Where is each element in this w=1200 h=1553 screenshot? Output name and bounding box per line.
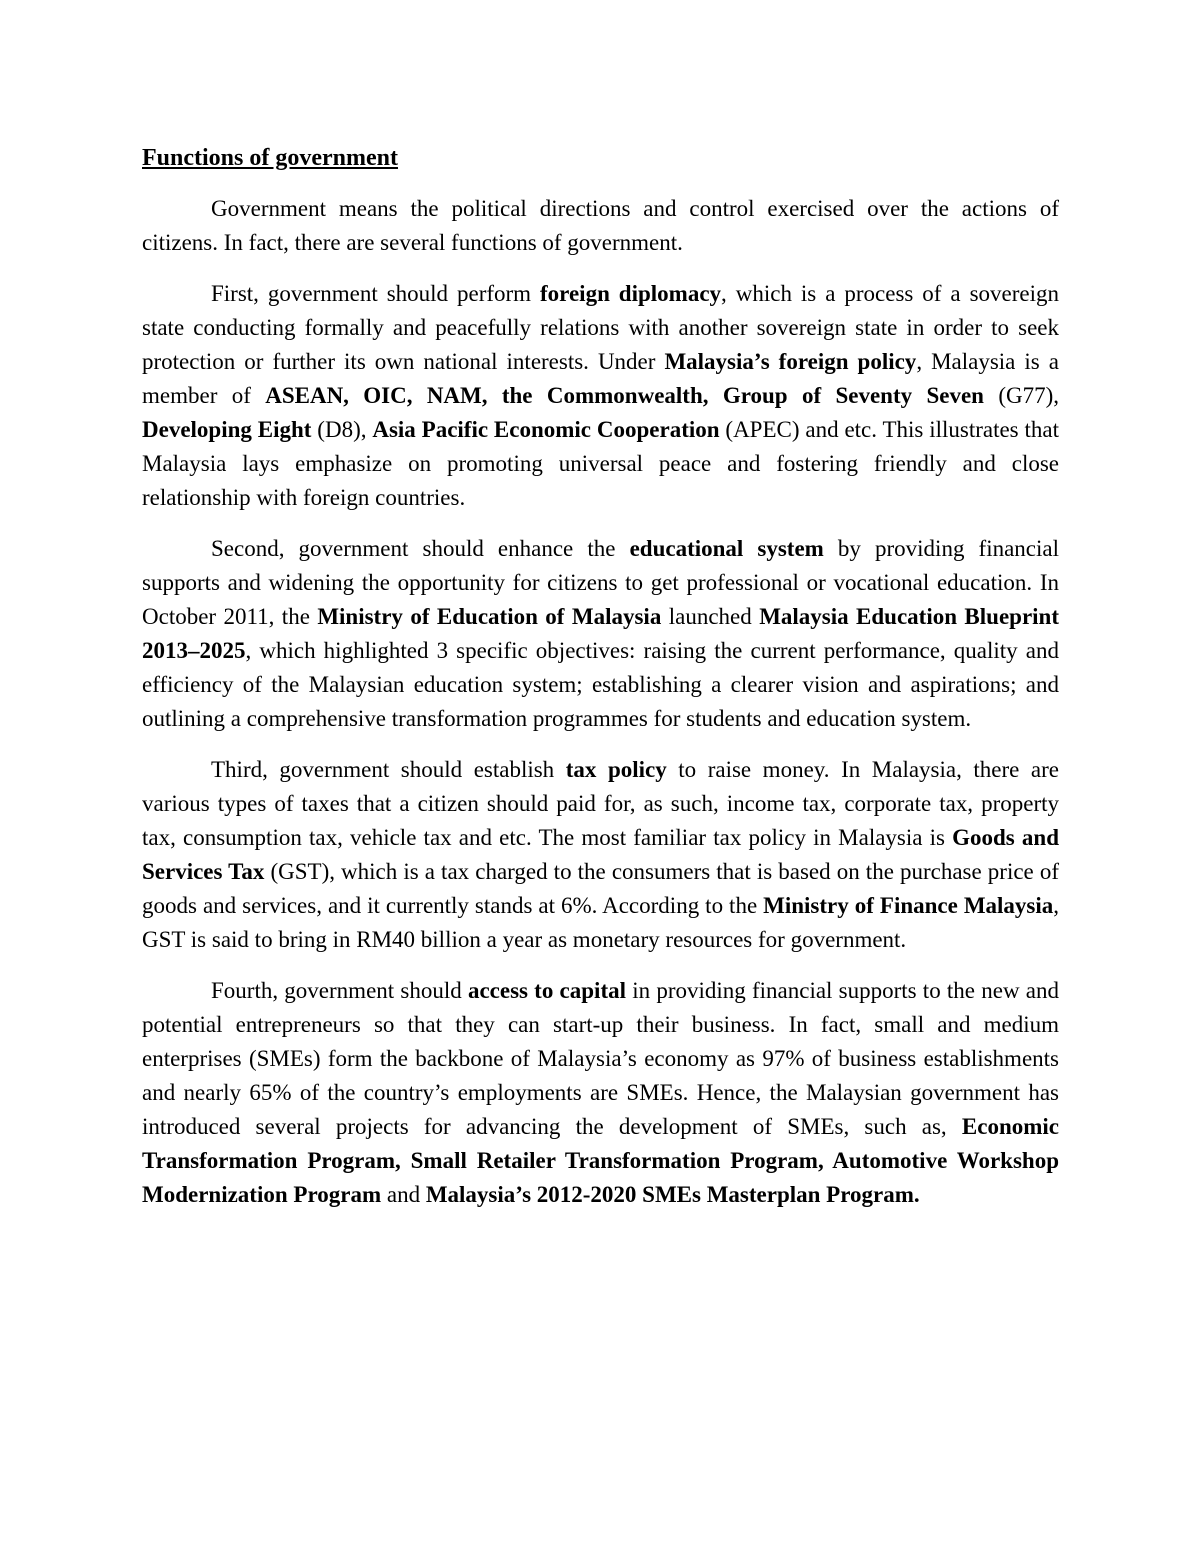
text-run: in providing financial supports to the new and potential entrepreneurs so that they can start-up their business. In fact, small and medium enterprises (SMEs) form the backbone of Malaysia’s economy as 97% of business establishments and nearly 65% of the country’s employments are SMEs. Hence, the Malaysian government has introduced several projects for advancing the development of SMEs, such as, bbox=[142, 978, 1059, 1139]
text-run: , GST is said to bring in RM40 billion a year as monetary resources for government. bbox=[142, 893, 1060, 952]
paragraph-educational-system bbox=[142, 532, 1059, 736]
text-run: Second, government should enhance the bbox=[211, 536, 630, 561]
text-run: , Malaysia is a member of bbox=[142, 349, 1059, 408]
paragraph-foreign-diplomacy bbox=[142, 277, 1059, 515]
text-run: (D8), bbox=[311, 417, 373, 442]
bold-text-run: Asia Pacific Economic Cooperation bbox=[372, 417, 720, 442]
bold-text-run: Goods and Services Tax bbox=[142, 825, 1059, 884]
paragraph-definition bbox=[142, 192, 1059, 260]
bold-text-run: Ministry of Education of Malaysia bbox=[317, 604, 662, 629]
paragraph-access-to-capital bbox=[142, 974, 1059, 1212]
document-page bbox=[142, 141, 1059, 1229]
text-run: Government means the political directions and control exercised over the actions of citizens. In fact, there are several functions of government. bbox=[142, 196, 1059, 255]
bold-text-run: access to capital bbox=[467, 978, 626, 1003]
bold-text-run: Ministry of Finance Malaysia bbox=[763, 893, 1054, 918]
bold-text-run: Malaysia’s 2012-2020 SMEs Masterplan Program. bbox=[425, 1182, 920, 1207]
text-run: (GST), which is a tax charged to the consumers that is based on the purchase price of goods and services, and it currently stands at 6%. According to the bbox=[142, 859, 1060, 918]
bold-text-run: ASEAN, OIC, NAM, the Commonwealth, Group of Seventy Seven bbox=[265, 383, 984, 408]
text-run: (APEC) and etc. This illustrates that Malaysia lays emphasize on promoting universal peace and fostering friendly and close relationship with foreign countries. bbox=[142, 417, 1059, 510]
document-title: Functions of government bbox=[142, 145, 398, 171]
text-run: launched bbox=[661, 604, 760, 629]
bold-text-run: tax policy bbox=[565, 757, 667, 782]
paragraph-tax-policy bbox=[142, 753, 1059, 957]
bold-text-run: Economic Transformation Program, Small Retailer Transformation Program, Automotive Workshop Modernization Program bbox=[142, 1114, 1059, 1207]
text-run: and bbox=[381, 1182, 426, 1207]
text-run: by providing financial supports and widening the opportunity for citizens to get professional or vocational education. In October 2011, the bbox=[142, 536, 1059, 629]
text-run: (G77), bbox=[983, 383, 1059, 408]
text-run: , which is a process of a sovereign state conducting formally and peacefully relations with another sovereign state in order to seek protection or further its own national interests. Under bbox=[142, 281, 1059, 374]
text-run: First, government should perform bbox=[211, 281, 541, 306]
text-run: Third, government should establish bbox=[211, 757, 566, 782]
bold-text-run: foreign diplomacy bbox=[540, 281, 722, 306]
bold-text-run: Malaysia Education Blueprint 2013–2025 bbox=[142, 604, 1060, 663]
text-run: to raise money. In Malaysia, there are various types of taxes that a citizen should paid for, as such, income tax, corporate tax, property tax, consumption tax, vehicle tax and etc. The most familiar tax policy in Malaysia is bbox=[142, 757, 1059, 850]
bold-text-run: educational system bbox=[629, 536, 824, 561]
bold-text-run: Malaysia’s foreign policy bbox=[664, 349, 917, 374]
text-run: , which highlighted 3 specific objectives: raising the current performance, quality and efficiency of the Malaysian education system; establishing a clearer vision and aspirations; and outlining a comprehensive transformation programmes for students and education system. bbox=[142, 638, 1059, 731]
text-run: Fourth, government should bbox=[211, 978, 468, 1003]
bold-text-run: Developing Eight bbox=[142, 417, 312, 442]
